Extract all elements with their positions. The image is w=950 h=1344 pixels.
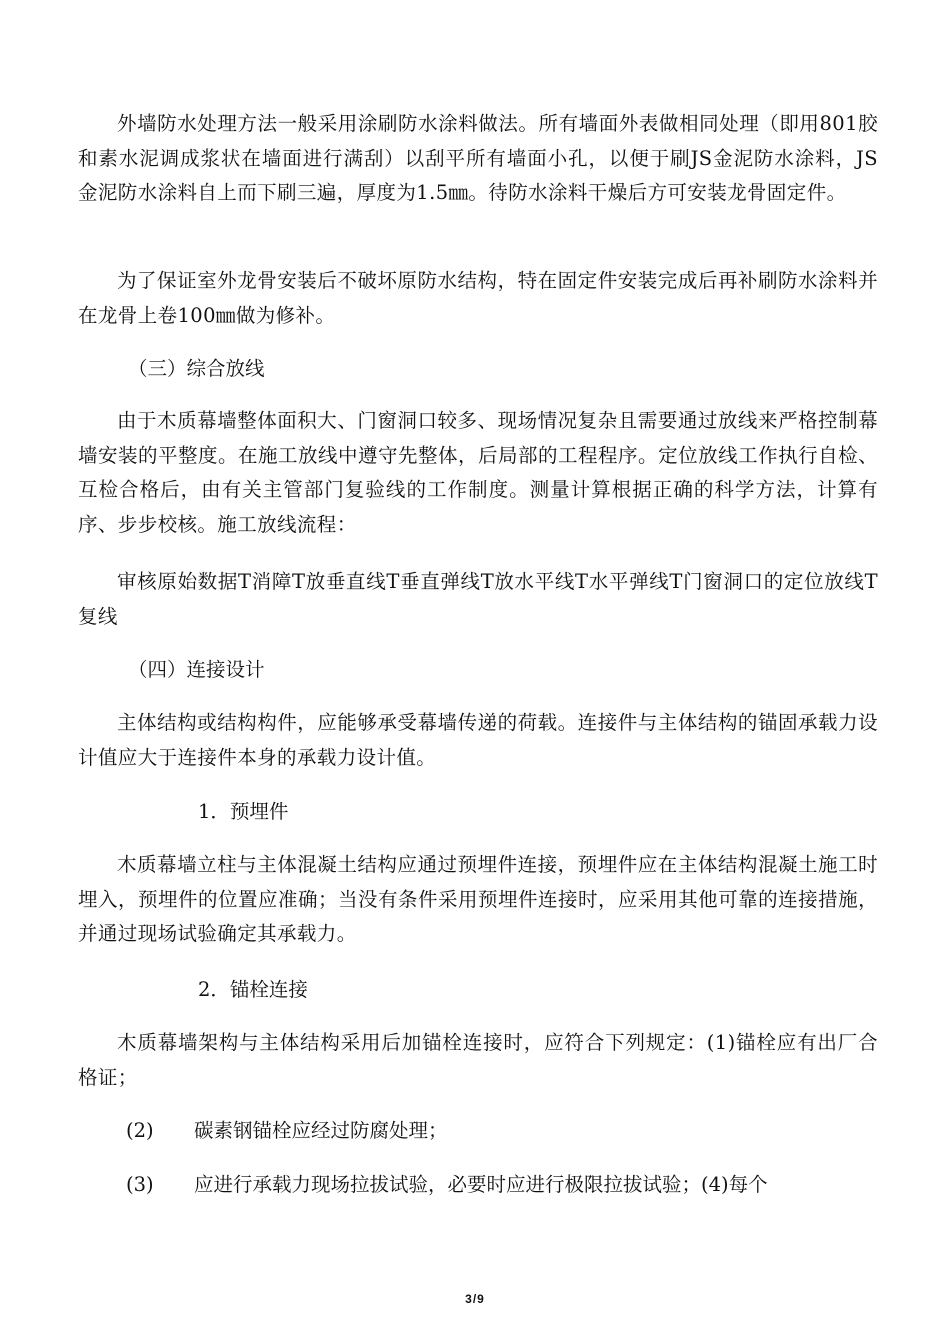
paragraph-waterproofing-method: 外墙防水处理方法一般采用涂刷防水涂料做法。所有墙面外表做相同处理（即用801胶和素水泥调成浆状在墙面进行满刮）以刮平所有墙面小孔，以便于刷JS金泥防水涂料，JS金泥防水涂料自上而下刷三遍，厚度为1.5㎜。待防水涂料干燥后方可安装龙骨固定件。 [78,112,878,204]
section-heading-layout: （三）综合放线 [128,357,265,380]
list-item-pullout-test [78,1168,878,1203]
paragraph-embedded-parts: 木质幕墙立柱与主体混凝土结构应通过预埋件连接，预埋件应在主体结构混凝土施工时埋入，预埋件的位置应准确；当没有条件采用预埋件连接时，应采用其他可靠的连接措施，并通过现场试验确定其承载力。 [78,853,878,945]
list-item-anticorrosion [78,1114,878,1149]
page-number: 3/9 [465,1292,485,1306]
paragraph-connection-load: 主体结构或结构构件，应能够承受幕墙传递的荷载。连接件与主体结构的锚固承载力设计值应大于连接件本身的承载力设计值。 [78,711,878,769]
section-heading-connection: （四）连接设计 [128,658,265,681]
list-item-text: 碳素钢锚栓应经过防腐处理； [194,1119,448,1142]
list-item-number: (3) [126,1173,154,1196]
paragraph-layout-description: 由于木质幕墙整体面积大、门窗洞口较多、现场情况复杂且需要通过放线来严格控制幕墙安装的平整度。在施工放线中遵守先整体，后局部的工程程序。定位放线工作执行自检、互检合格后，由有关主管部门复验线的工作制度。测量计算根据正确的科学方法，计算有序、步步校核。施工放线流程： [78,409,878,536]
paragraph-layout-flow: 审核原始数据T消障T放垂直线T垂直弹线T放水平线T水平弹线T门窗洞口的定位放线T复线 [78,570,878,628]
list-item-text: 应进行承载力现场拉拔试验，必要时应进行极限拉拔试验；(4)每个 [194,1173,768,1196]
subheading-anchor-bolt: 2．锚栓连接 [198,978,308,1001]
subheading-embedded-parts: 1．预埋件 [198,800,289,823]
paragraph-anchor-bolt-rules: 木质幕墙架构与主体结构采用后加锚栓连接时，应符合下列规定：(1)锚栓应有出厂合格证； [78,1031,878,1089]
list-item-number: (2) [126,1119,154,1142]
paragraph-keel-repair: 为了保证室外龙骨安装后不破坏原防水结构，特在固定件安装完成后再补刷防水涂料并在龙骨上卷100㎜做为修补。 [78,269,878,327]
